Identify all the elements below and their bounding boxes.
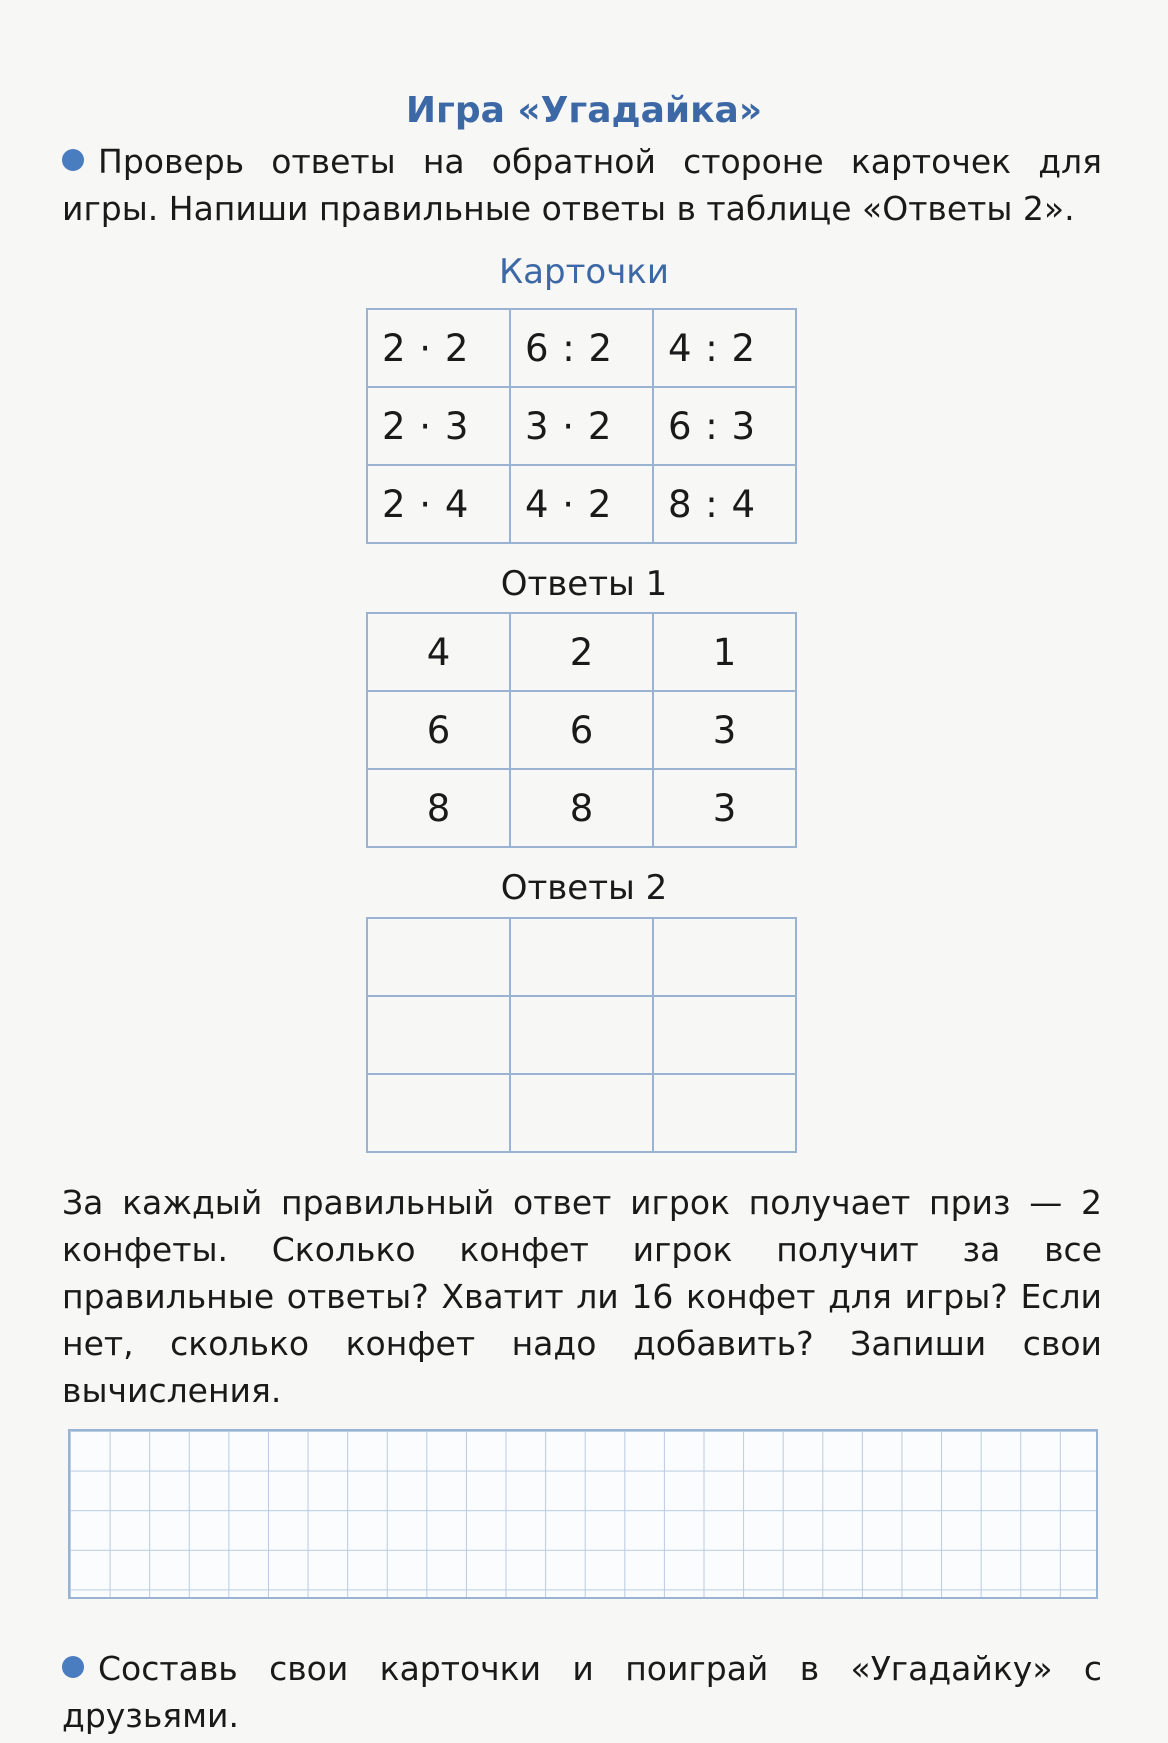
answer-input-cell[interactable] — [510, 1074, 653, 1152]
answer-input-cell[interactable] — [653, 918, 796, 996]
page-title: Игра «Угадайка» — [405, 90, 763, 131]
table-row — [367, 691, 796, 769]
card-cell: 3 · 2 — [510, 387, 653, 465]
card-cell: 4 · 2 — [510, 465, 653, 543]
card-cell: 4 : 2 — [653, 309, 796, 387]
card-cell: 6 : 3 — [653, 387, 796, 465]
card-cell: 2 · 4 — [367, 465, 510, 543]
table-row — [367, 309, 796, 387]
table-row — [367, 465, 796, 543]
outro-text: Составь свои карточки и поиграй в «Угадайку» с друзьями. — [62, 1649, 1102, 1735]
answer-input-cell[interactable] — [510, 996, 653, 1074]
answers2-table — [366, 917, 797, 1153]
table-row — [367, 613, 796, 691]
outro-paragraph — [62, 1645, 1102, 1739]
intro-paragraph — [62, 138, 1102, 232]
answer-cell: 6 — [367, 691, 510, 769]
answer-cell: 2 — [510, 613, 653, 691]
cards-table — [366, 308, 797, 544]
card-cell: 6 : 2 — [510, 309, 653, 387]
answer-cell: 8 — [510, 769, 653, 847]
card-cell: 8 : 4 — [653, 465, 796, 543]
task-paragraph: За каждый правильный ответ игрок получает приз — 2 конфеты. Сколько конфет игрок получит за все правильные ответы? Хватит ли 16 конфет для игры? Если нет, сколько конфет надо добавить? Запиши свои вычисления. — [62, 1183, 1102, 1410]
table-row — [367, 1074, 796, 1152]
card-cell: 2 · 3 — [367, 387, 510, 465]
answer-cell: 1 — [653, 613, 796, 691]
table-row — [367, 918, 796, 996]
table-row — [367, 996, 796, 1074]
answer-cell: 3 — [653, 691, 796, 769]
intro-text: Проверь ответы на обратной стороне карточек для игры. Напиши правильные ответы в таблице «Ответы 2». — [62, 142, 1102, 228]
answer-cell: 8 — [367, 769, 510, 847]
answer-cell: 4 — [367, 613, 510, 691]
answers1-caption: Ответы 1 — [500, 564, 668, 604]
answer-input-cell[interactable] — [653, 996, 796, 1074]
answer-input-cell[interactable] — [367, 918, 510, 996]
bullet-icon — [62, 149, 84, 171]
answer-input-cell[interactable] — [367, 1074, 510, 1152]
table-row — [367, 769, 796, 847]
bullet-icon — [62, 1656, 84, 1678]
answer-input-cell[interactable] — [510, 918, 653, 996]
answer-input-cell[interactable] — [367, 996, 510, 1074]
table-row — [367, 387, 796, 465]
answers2-caption: Ответы 2 — [500, 868, 668, 908]
answer-cell: 6 — [510, 691, 653, 769]
answers1-table — [366, 612, 797, 848]
answer-cell: 3 — [653, 769, 796, 847]
card-cell: 2 · 2 — [367, 309, 510, 387]
answer-input-cell[interactable] — [653, 1074, 796, 1152]
squared-work-area[interactable] — [68, 1429, 1098, 1599]
cards-caption: Карточки — [499, 252, 669, 292]
